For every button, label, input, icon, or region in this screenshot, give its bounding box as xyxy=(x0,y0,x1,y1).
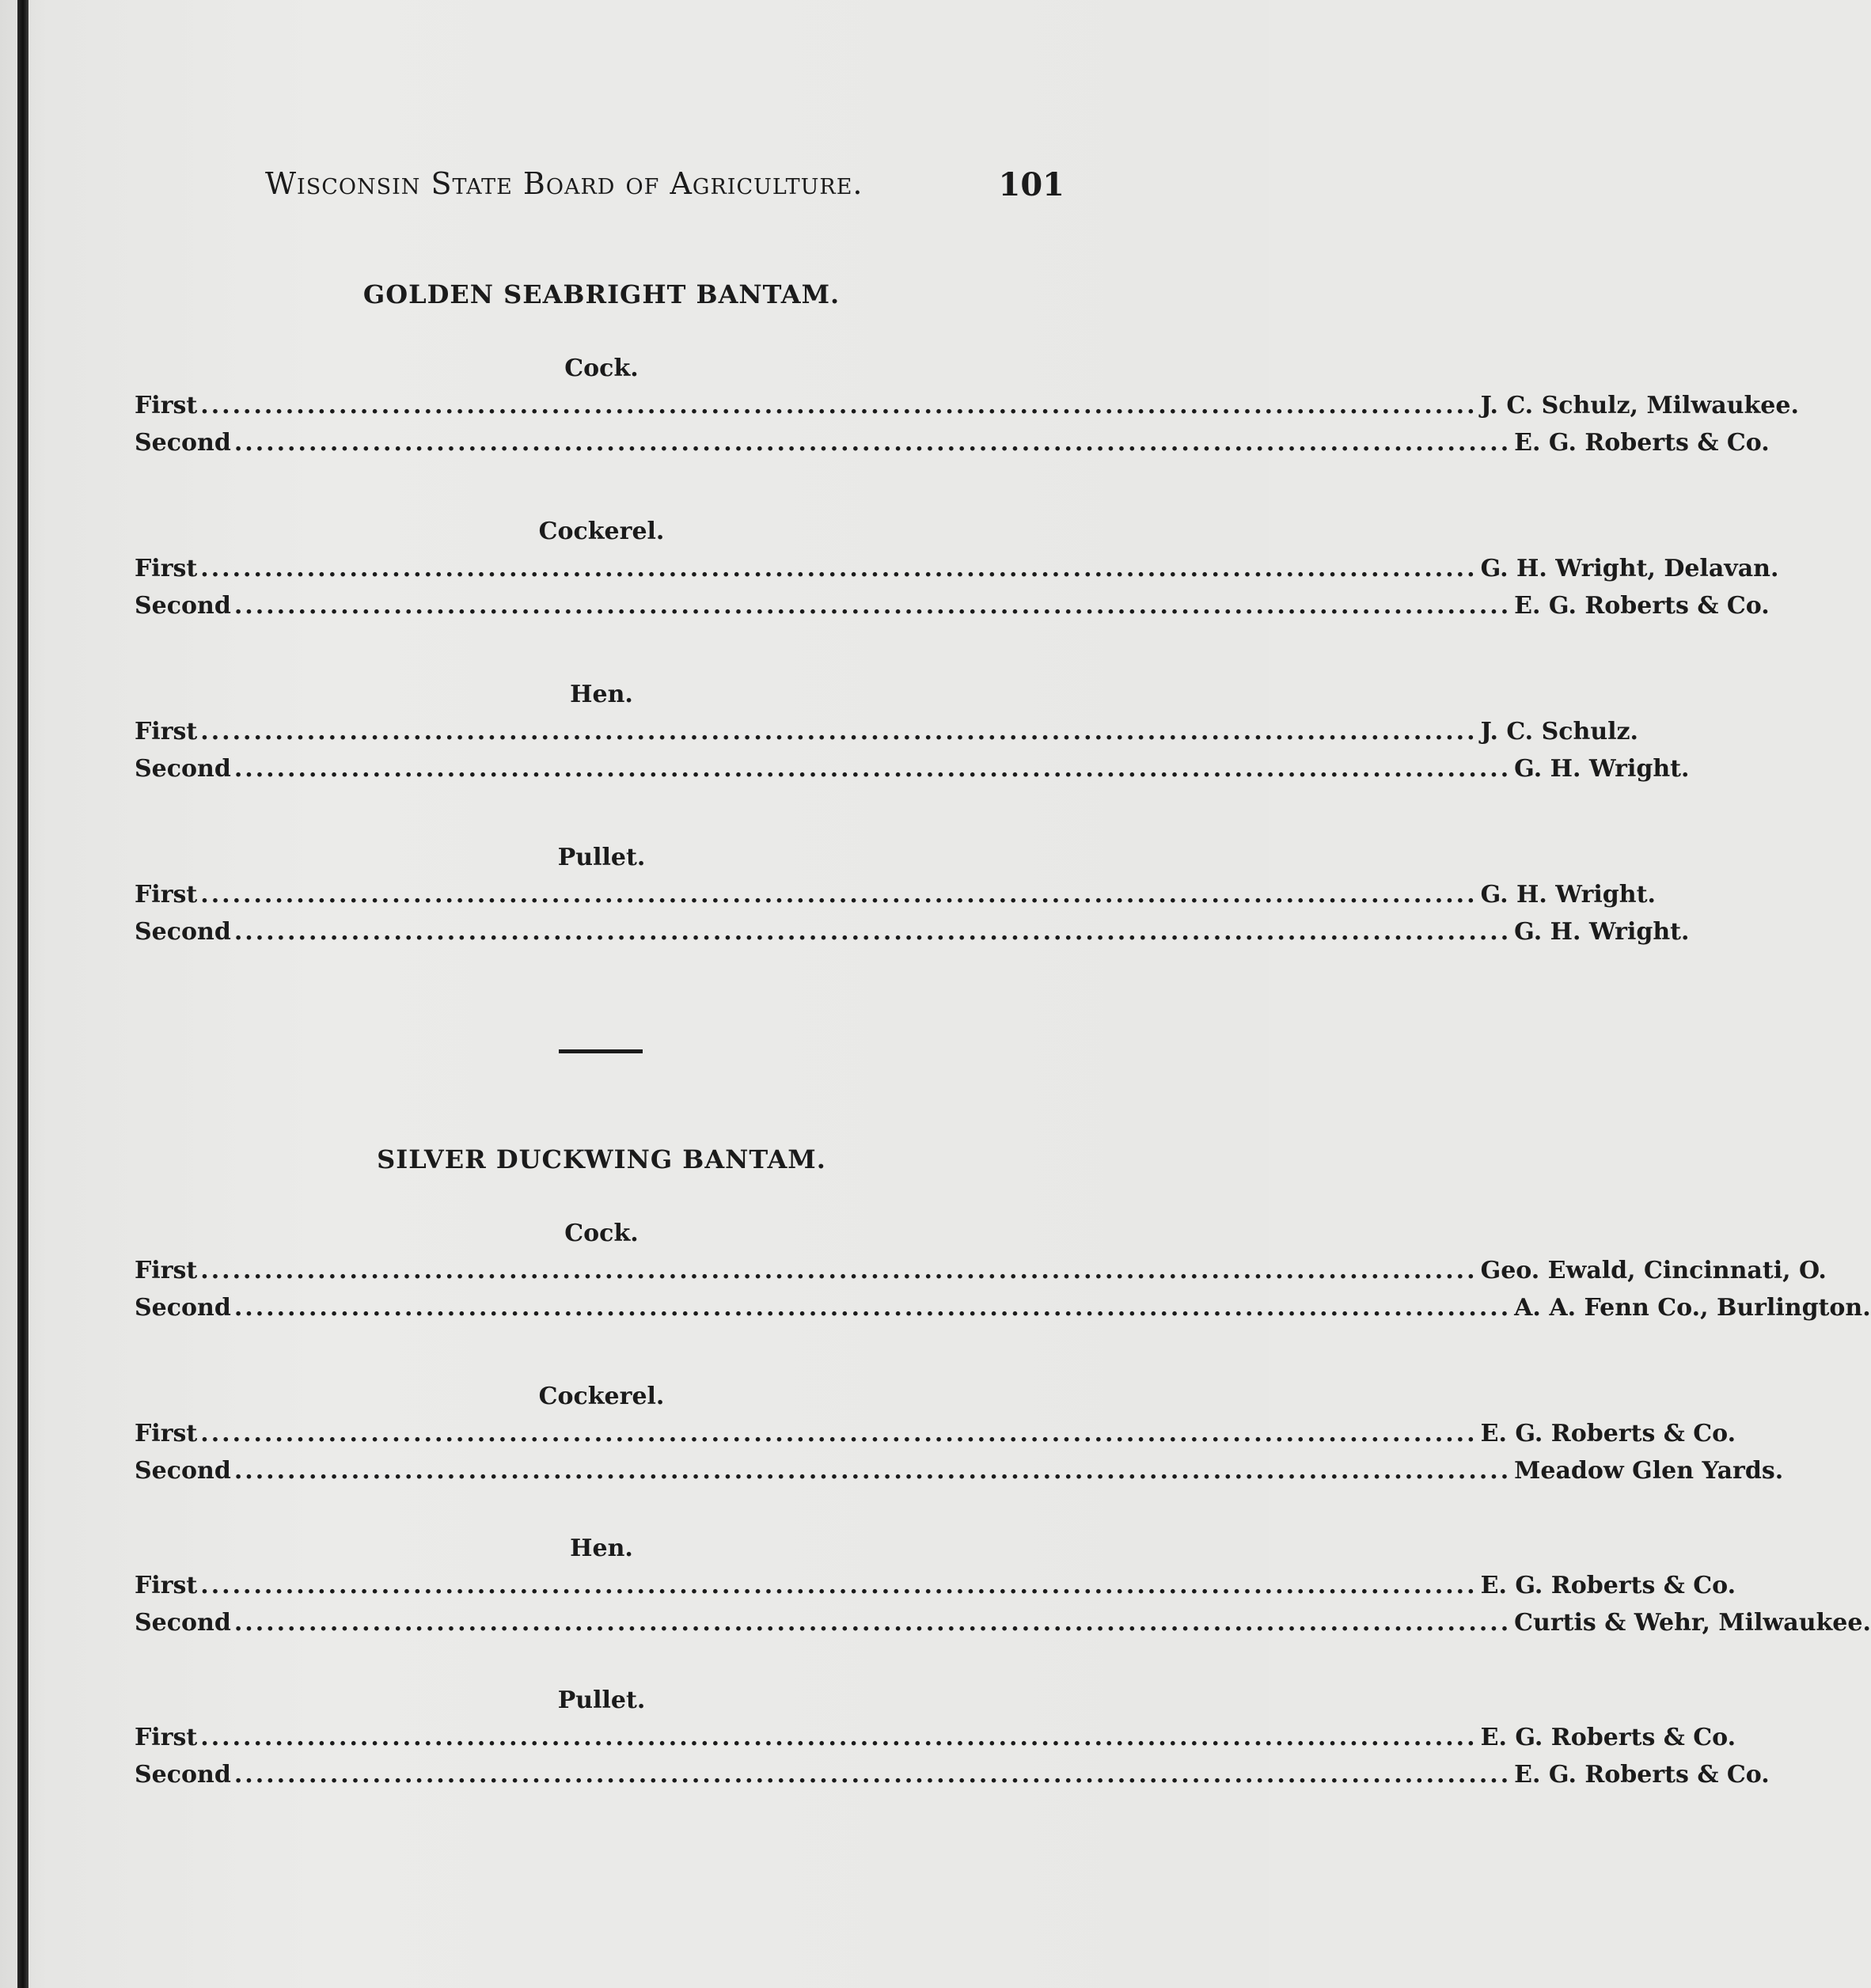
class-group-pullet xyxy=(135,1683,1770,1793)
award-winner: J. C. Schulz, Milwaukee. xyxy=(1480,392,1799,419)
section-golden-seabright-bantam xyxy=(135,275,1799,1003)
award-entry xyxy=(135,1415,1736,1452)
award-winner: G. H. Wright. xyxy=(1514,755,1690,783)
award-winner: G. H. Wright. xyxy=(1480,881,1656,909)
dot-leader: ........................................................................................................................ xyxy=(200,1257,1478,1284)
award-entry xyxy=(135,1756,1770,1793)
page-number: 101 xyxy=(998,166,1065,203)
award-entry xyxy=(135,913,1690,950)
award-entry xyxy=(135,876,1656,913)
running-title: Wisconsin State Board of Agriculture. xyxy=(265,166,863,201)
award-place: First xyxy=(135,392,198,419)
award-entry xyxy=(135,424,1770,461)
award-place: First xyxy=(135,718,198,746)
award-winner: E. G. Roberts & Co. xyxy=(1480,1724,1736,1751)
award-place: First xyxy=(135,1724,198,1751)
class-heading: Pullet. xyxy=(557,1686,646,1714)
award-place: First xyxy=(135,881,198,909)
section-silver-duckwing-bantam xyxy=(135,1140,1871,1846)
award-winner: E. G. Roberts & Co. xyxy=(1480,1572,1736,1599)
class-group-cockerel xyxy=(135,1379,1784,1489)
award-winner: G. H. Wright, Delavan. xyxy=(1480,555,1779,582)
class-heading: Cock. xyxy=(564,1220,639,1247)
award-place: Second xyxy=(135,1761,231,1789)
award-entry xyxy=(135,1252,1827,1289)
dot-leader: ........................................................................................................................ xyxy=(233,429,1512,457)
section-divider-rule xyxy=(559,1049,643,1053)
award-entry xyxy=(135,387,1799,424)
dot-leader: ........................................................................................................................ xyxy=(233,1457,1512,1485)
section-title: SILVER DUCKWING BANTAM. xyxy=(377,1144,826,1174)
class-heading: Cockerel. xyxy=(538,1383,665,1410)
dot-leader: ........................................................................................................................ xyxy=(200,881,1478,909)
page-binding-edge xyxy=(17,0,28,1988)
dot-leader: ........................................................................................................................ xyxy=(233,755,1512,783)
dot-leader: ........................................................................................................................ xyxy=(200,1420,1478,1447)
dot-leader: ........................................................................................................................ xyxy=(233,1761,1512,1789)
award-entry xyxy=(135,1604,1871,1641)
class-heading: Cock. xyxy=(564,355,639,382)
award-place: Second xyxy=(135,429,231,457)
class-group-cockerel xyxy=(135,514,1779,624)
class-heading: Hen. xyxy=(570,681,633,708)
dot-leader: ........................................................................................................................ xyxy=(200,1572,1478,1599)
class-heading: Cockerel. xyxy=(538,518,665,545)
award-entry xyxy=(135,1719,1736,1756)
class-group-hen xyxy=(135,1531,1871,1641)
dot-leader: ........................................................................................................................ xyxy=(233,918,1512,946)
class-heading: Hen. xyxy=(570,1535,633,1562)
class-group-cock xyxy=(135,351,1799,461)
section-title: GOLDEN SEABRIGHT BANTAM. xyxy=(362,279,841,309)
dot-leader: ........................................................................................................................ xyxy=(233,1294,1512,1322)
dot-leader: ........................................................................................................................ xyxy=(200,555,1478,582)
award-place: First xyxy=(135,1257,198,1284)
running-head xyxy=(265,166,1065,214)
award-winner: Meadow Glen Yards. xyxy=(1514,1457,1784,1485)
award-place: First xyxy=(135,1420,198,1447)
award-winner: G. H. Wright. xyxy=(1514,918,1690,946)
award-place: Second xyxy=(135,592,231,620)
award-place: Second xyxy=(135,755,231,783)
award-entry xyxy=(135,1567,1736,1604)
dot-leader: ........................................................................................................................ xyxy=(200,392,1478,419)
award-entry xyxy=(135,1452,1784,1489)
award-place: First xyxy=(135,1572,198,1599)
award-entry xyxy=(135,550,1779,587)
award-place: Second xyxy=(135,918,231,946)
award-winner: Geo. Ewald, Cincinnati, O. xyxy=(1480,1257,1827,1284)
award-winner: E. G. Roberts & Co. xyxy=(1514,429,1770,457)
award-winner: Curtis & Wehr, Milwaukee. xyxy=(1514,1609,1871,1637)
award-winner: E. G. Roberts & Co. xyxy=(1514,592,1770,620)
dot-leader: ........................................................................................................................ xyxy=(233,592,1512,620)
award-entry xyxy=(135,750,1690,787)
award-winner: E. G. Roberts & Co. xyxy=(1514,1761,1770,1789)
class-heading: Pullet. xyxy=(557,844,646,871)
award-winner: E. G. Roberts & Co. xyxy=(1480,1420,1736,1447)
award-place: Second xyxy=(135,1457,231,1485)
award-place: Second xyxy=(135,1294,231,1322)
class-group-pullet xyxy=(135,840,1690,950)
dot-leader: ........................................................................................................................ xyxy=(233,1609,1512,1637)
class-group-cock xyxy=(135,1216,1871,1326)
dot-leader: ........................................................................................................................ xyxy=(200,718,1478,746)
dot-leader: ........................................................................................................................ xyxy=(200,1724,1478,1751)
award-entry xyxy=(135,587,1770,624)
award-entry xyxy=(135,713,1639,750)
award-winner: J. C. Schulz. xyxy=(1480,718,1639,746)
award-place: First xyxy=(135,555,198,582)
award-entry xyxy=(135,1289,1871,1326)
class-group-hen xyxy=(135,677,1690,787)
award-winner: A. A. Fenn Co., Burlington. xyxy=(1514,1294,1871,1322)
award-place: Second xyxy=(135,1609,231,1637)
